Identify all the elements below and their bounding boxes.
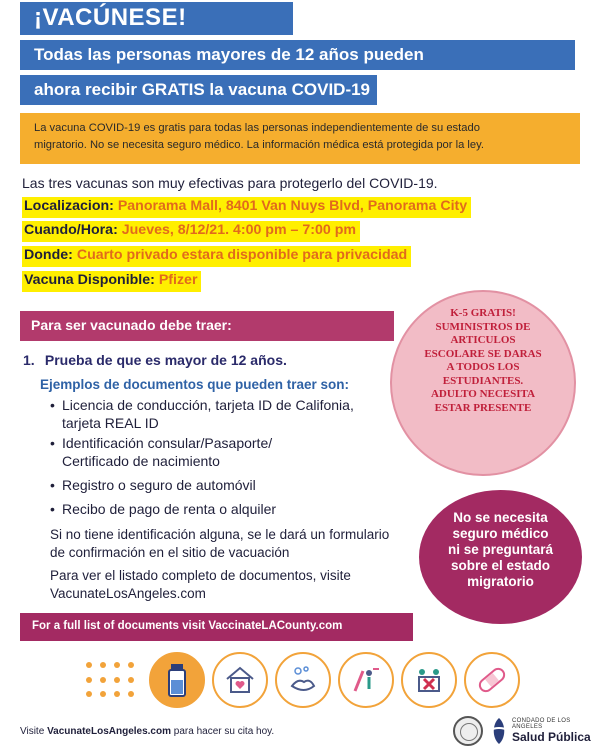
examples-heading: Ejemplos de documentos que pueden traer son: <box>40 377 350 392</box>
logo-county-text: CONDADO DE LOS ANGELES <box>512 718 571 730</box>
circle-line: ARTICULOS <box>450 334 516 346</box>
icon-row <box>86 652 576 712</box>
requirement-item <box>23 352 287 368</box>
circle-line: ESCOLARE SE DARAS <box>424 347 542 360</box>
intro-text: Las tres vacunas son muy efectivas para protegerlo del COVID-19. <box>22 175 438 191</box>
circle-line: seguro médico <box>452 526 549 541</box>
circle-line: migratorio <box>467 574 534 589</box>
detail-value: Jueves, 8/12/21. 4:00 pm – 7:00 pm <box>121 222 356 238</box>
headline-line-1: Todas las personas mayores de 12 años pueden <box>20 40 575 70</box>
bandage-icon <box>464 652 520 708</box>
list-item-line: • Recibo de pago de renta o alquiler <box>62 501 277 517</box>
decorative-dots <box>86 662 132 702</box>
hand-washing-icon <box>275 652 331 708</box>
circle-line: A TODOS LOS <box>446 361 520 373</box>
list-item <box>50 500 276 518</box>
headline-line-2: ahora recibir GRATIS la vacuna COVID-19 <box>20 75 377 105</box>
list-item-line: • Registro o seguro de automóvil <box>62 477 256 493</box>
circle-line: ADULTO NECESITA <box>430 388 536 400</box>
circle-line: No se necesita <box>453 510 548 525</box>
school-supplies-circle <box>390 290 576 476</box>
list-item <box>50 396 354 432</box>
circle-line: ni se preguntará <box>447 542 554 557</box>
circle-line: ESTAR PRESENTE <box>434 401 532 414</box>
list-item-line: • Identificación consular/Pasaporte/ <box>62 435 273 451</box>
list-item-line: Certificado de nacimiento <box>62 453 220 469</box>
public-health-logo <box>512 718 600 744</box>
notice-line-1: La vacuna COVID-19 es gratis para todas las personas independientemente de su estado <box>34 122 480 134</box>
paragraph-line: Si no tiene identificación alguna, se le dará un formulario <box>50 527 390 542</box>
list-item <box>50 434 272 470</box>
notice-line-2: migratorio. No se necesita seguro médico. La información médica está protegida por la ley. <box>34 139 485 151</box>
list-item <box>50 476 256 494</box>
footer-text <box>20 726 274 737</box>
list-item-line: tarjeta REAL ID <box>62 415 159 431</box>
bring-heading: Para ser vacunado debe traer: <box>20 311 394 341</box>
paragraph-line: Para ver el listado completo de documentos, visite <box>50 568 351 583</box>
circle-line: ESTUDIANTES. <box>442 374 524 387</box>
circle-line: K-5 GRATIS! <box>450 307 516 319</box>
footer-suffix: para hacer su cita hoy. <box>173 726 275 737</box>
detail-label: Vacuna Disponible: <box>24 272 155 288</box>
detail-value: Pfizer <box>158 272 198 288</box>
detail-value: Cuarto privado estara disponible para privacidad <box>76 247 408 263</box>
home-heart-icon <box>212 652 268 708</box>
no-id-text <box>50 526 430 562</box>
no-contact-icon <box>401 652 457 708</box>
page-title: ¡VACÚNESE! <box>20 2 293 35</box>
full-list-bar[interactable]: For a full list of documents visit VaccinateLACounty.com <box>20 613 413 641</box>
detail-time <box>22 221 360 242</box>
no-insurance-circle <box>419 490 582 624</box>
detail-value: Panorama Mall, 8401 Van Nuys Blvd, Panorama City <box>117 198 468 214</box>
footer-link[interactable]: VacunateLosAngeles.com <box>47 726 171 737</box>
detail-label: Cuando/Hora: <box>24 222 118 238</box>
detail-label: Localizacion: <box>24 198 114 214</box>
detail-vaccine <box>22 271 201 292</box>
website-link[interactable]: VacunateLosAngeles.com <box>50 586 206 601</box>
list-item-line: • Licencia de conducción, tarjeta ID de Califonia, <box>62 397 354 413</box>
requirement-text: Prueba de que es mayor de 12 años. <box>44 352 287 368</box>
logo-department-text: Salud Pública <box>512 730 591 744</box>
detail-where <box>22 246 411 267</box>
requirement-number: 1. <box>23 352 35 368</box>
vaccine-vial-icon <box>149 652 205 708</box>
free-vaccine-notice <box>20 113 580 164</box>
county-seal-icon <box>453 716 483 746</box>
circle-line: sobre el estado <box>450 558 551 573</box>
circle-line: SUMINISTROS DE <box>435 320 531 333</box>
paragraph-line: de confirmación en el sitio de vacuación <box>50 545 290 560</box>
social-distance-icon <box>338 652 394 708</box>
detail-location <box>22 197 471 218</box>
footer-prefix: Visite <box>20 726 45 737</box>
full-list-text <box>50 567 430 603</box>
detail-label: Donde: <box>24 247 73 263</box>
